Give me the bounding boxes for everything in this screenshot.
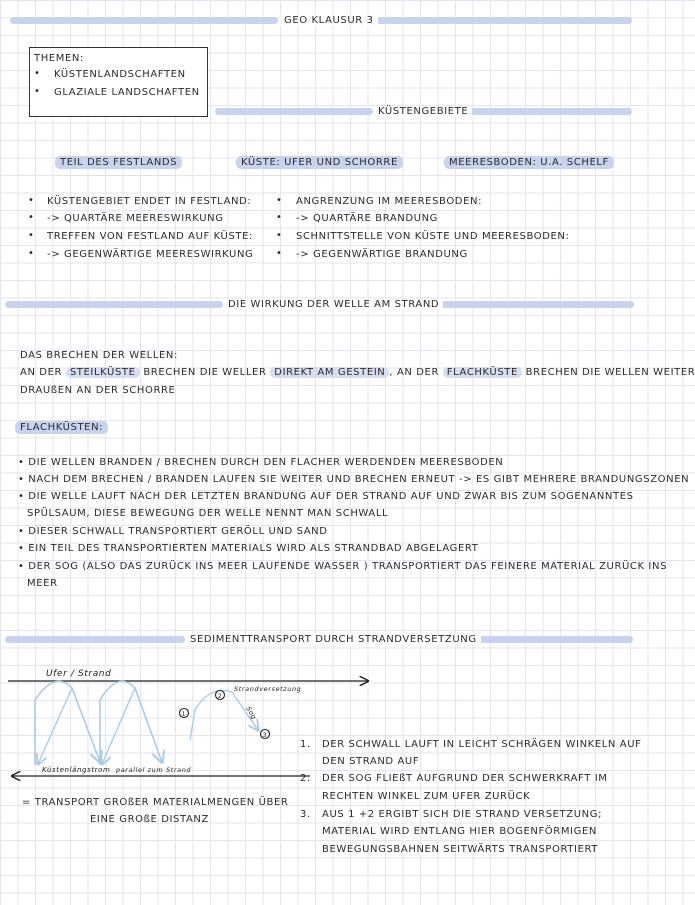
- left-list-bullet: •: [28, 230, 35, 241]
- marker-2: 2: [217, 693, 223, 700]
- parallel-label: parallel zum Strand: [116, 766, 192, 774]
- step-number: 3.: [300, 809, 311, 820]
- topics-item-2: GLAZIALE LANDSCHAFTEN: [54, 87, 200, 98]
- transport-note-line-2: EINE GROßE DISTANZ: [90, 814, 209, 825]
- sog-arrow: [102, 688, 135, 764]
- column-meeresboden: MEERESBODEN: U.A. SCHELF: [444, 156, 614, 170]
- schwall-arc: [100, 681, 162, 765]
- step-line: BEWEGUNGSBAHNEN SEITWÄRTS TRANSPORTIERT: [322, 844, 599, 855]
- schwall-down: [190, 710, 195, 740]
- step-number: 2.: [300, 773, 311, 784]
- flach-bullet-item: • DER SOG (ALSO DAS ZURÜCK INS MEER LAUFENDE WASSER ) TRANSPORTIERT DAS FEINERE MATERIAL ZURÜCK INS: [18, 561, 668, 572]
- left-list-item: -> QUARTÄRE MEERESWIRKUNG: [47, 213, 224, 224]
- section-bar-left: [5, 636, 185, 643]
- right-list-bullet: •: [276, 230, 283, 241]
- left-list-bullet: •: [28, 248, 35, 259]
- intro-line-2: DRAUßEN AN DER SCHORRE: [20, 385, 176, 396]
- transport-note-line-1: = TRANSPORT GROßER MATERIALMENGEN ÜBER: [22, 797, 289, 808]
- step-line: MATERIAL WIRD ENTLANG HIER BOGENFÖRMIGEN: [322, 826, 597, 837]
- topics-box: [29, 47, 208, 117]
- strandversetzung-label: Strandversetzung: [234, 685, 302, 693]
- schwall-arc: [35, 681, 100, 765]
- step-line: DEN STRAND AUF: [322, 756, 420, 767]
- step-number: 1.: [300, 739, 311, 750]
- kuesten-label: Küstenlängstrom: [42, 766, 111, 774]
- topics-label: THEMEN:: [34, 53, 84, 64]
- section-bar-right: [466, 108, 632, 115]
- right-list-item: -> QUARTÄRE BRANDUNG: [296, 213, 439, 224]
- intro-line-1: AN DER STEILKÜSTE BRECHEN DIE WELLER DIREKT AM GESTEIN , AN DER FLACHKÜSTE BRECHEN DIE WELLEN WEITER: [20, 367, 695, 378]
- right-list-item: -> GEGENWÄRTIGE BRANDUNG: [296, 249, 468, 260]
- ufer-label: Ufer / Strand: [46, 669, 112, 679]
- topics-item-1: KÜSTENLANDSCHAFTEN: [54, 69, 186, 80]
- section-bar-left: [5, 301, 223, 308]
- left-list-bullet: •: [28, 212, 35, 223]
- flachkuesten-label: FLACHKÜSTEN:: [15, 421, 108, 435]
- flach-bullet-continuation: MEER: [27, 578, 58, 589]
- flach-bullet-item: • DIE WELLEN BRANDEN / BRECHEN DURCH DEN FLACHER WERDENDEN MEERESBODEN: [18, 457, 504, 468]
- header-bar-right: [370, 17, 632, 24]
- section-title-wirkung: DIE WIRKUNG DER WELLE AM STRAND: [224, 299, 443, 310]
- flach-bullet-item: • DIESER SCHWALL TRANSPORTIERT GERÖLL UND SAND: [18, 526, 328, 537]
- topics-bullet-1: •: [34, 68, 41, 79]
- column-kueste: KÜSTE: UFER UND SCHORRE: [236, 156, 403, 170]
- intro-label: DAS BRECHEN DER WELLEN:: [20, 350, 178, 361]
- left-list-bullet: •: [28, 195, 35, 206]
- step-line: AUS 1 +2 ERGIBT SICH DIE STRAND VERSETZUNG;: [322, 809, 603, 820]
- right-list-bullet: •: [276, 212, 283, 223]
- page-title: GEO KLAUSUR 3: [280, 15, 378, 26]
- marker-1: 1: [181, 711, 187, 718]
- topics-bullet-2: •: [34, 86, 41, 97]
- step-line: DER SCHWALL LAUFT IN LEICHT SCHRÄGEN WINKELN AUF: [322, 739, 642, 750]
- section-title-kuestengebiete: KÜSTENGEBIETE: [374, 106, 472, 117]
- column-festland: TEIL DES FESTLANDS: [55, 156, 182, 170]
- step-line: DER SOG FLIEßT AUFGRUND DER SCHWERKRAFT IM: [322, 773, 608, 784]
- flach-bullet-continuation: SPÜLSAUM, DIESE BEWEGUNG DER WELLE NENNT MAN SCHWALL: [27, 508, 389, 519]
- step-line: RECHTEN WINKEL ZUM UFER ZURÜCK: [322, 791, 531, 802]
- left-list-item: TREFFEN VON FESTLAND AUF KÜSTE:: [47, 231, 254, 242]
- sog-arrow: [38, 688, 72, 764]
- section-title-sediment: SEDIMENTTRANSPORT DURCH STRANDVERSETZUNG: [186, 634, 481, 645]
- header-bar-left: [10, 17, 278, 24]
- marker-3: 3: [262, 732, 268, 739]
- flach-bullet-item: • DIE WELLE LAUFT NACH DER LETZTEN BRANDUNG AUF DER STRAND AUF UND ZWAR BIS ZUM SOGENANNTES: [18, 491, 634, 502]
- strandversetzung-arc: [195, 690, 232, 710]
- right-list-bullet: •: [276, 248, 283, 259]
- flach-bullet-item: • NACH DEM BRECHEN / BRANDEN LAUFEN SIE WEITER UND BRECHEN ERNEUT -> ES GIBT MEHRERE BRANDUNGSZONEN: [18, 474, 690, 485]
- left-list-item: -> GEGENWÄRTIGE MEERESWIRKUNG: [47, 249, 254, 260]
- right-list-item: SCHNITTSTELLE VON KÜSTE UND MEERESBODEN:: [296, 231, 570, 242]
- section-bar-left: [215, 108, 373, 115]
- section-bar-right: [455, 636, 633, 643]
- section-bar-right: [420, 301, 634, 308]
- sog-label: Sog: [244, 705, 259, 722]
- flach-bullet-item: • EIN TEIL DES TRANSPORTIERTEN MATERIALS WIRD ALS STRANDBAD ABGELAGERT: [18, 543, 479, 554]
- right-list-item: ANGRENZUNG IM MEERESBODEN:: [296, 196, 483, 207]
- left-list-item: KÜSTENGEBIET ENDET IN FESTLAND:: [47, 196, 252, 207]
- right-list-bullet: •: [276, 195, 283, 206]
